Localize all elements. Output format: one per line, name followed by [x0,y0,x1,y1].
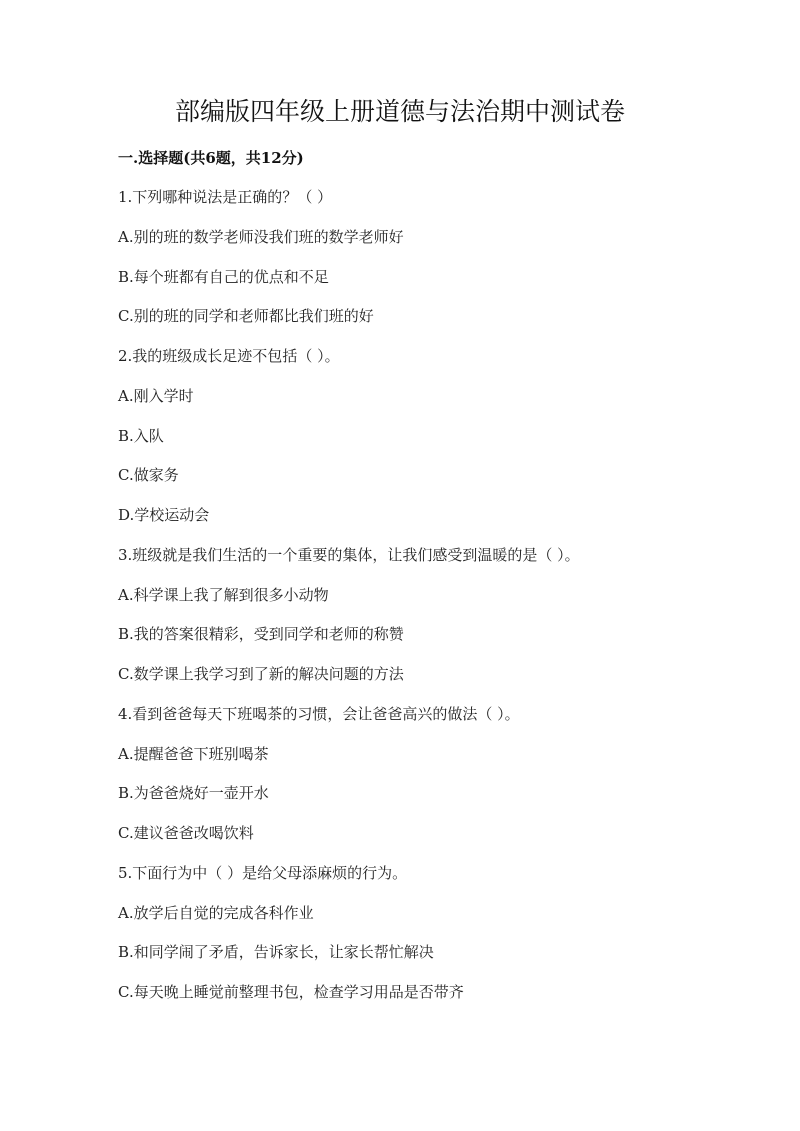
question-5-option-a: A.放学后自觉的完成各科作业 [118,903,314,922]
question-2: 2.我的班级成长足迹不包括（ ）。 [118,347,340,365]
question-4-option-b: B.为爸爸烧好一壶开水 [118,784,269,803]
question-3-option-c: C.数学课上我学习到了新的解决问题的方法 [118,665,404,683]
question-list [118,186,758,1021]
question-2-option-a: A.刚入学时 [118,386,194,405]
question-4: 4.看到爸爸每天下班喝茶的习惯，会让爸爸高兴的做法（ ）。 [118,704,520,723]
question-1-option-b: B.每个班都有自己的优点和不足 [118,267,329,286]
question-1: 1.下列哪种说法是正确的？（ ） [118,188,333,206]
question-1-option-a: A.别的班的数学老师没我们班的数学老师好 [118,227,404,246]
question-2-option-c: C.做家务 [118,466,179,485]
question-2-option-d: D.学校运动会 [118,506,210,524]
section-heading: 一.选择题(共6题，共12分) [118,149,304,167]
question-2-option-b: B.入队 [118,426,164,445]
question-4-option-a: A.提醒爸爸下班别喝茶 [118,744,269,763]
page-title: 部编版四年级上册道德与法治期中测试卷 [174,97,625,126]
question-5-option-b: B.和同学闹了矛盾，告诉家长，让家长帮忙解决 [118,943,434,962]
question-5: 5.下面行为中（ ）是给父母添麻烦的行为。 [118,863,408,882]
question-3: 3.班级就是我们生活的一个重要的集体，让我们感受到温暖的是（ ）。 [118,545,580,564]
question-3-option-b: B.我的答案很精彩，受到同学和老师的称赞 [118,625,404,644]
question-4-option-c: C.建议爸爸改喝饮料 [118,824,254,842]
question-5-option-c: C.每天晚上睡觉前整理书包，检查学习用品是否带齐 [118,983,464,1001]
question-3-option-a: A.科学课上我了解到很多小动物 [118,585,329,604]
question-1-option-c: C.别的班的同学和老师都比我们班的好 [118,307,374,326]
